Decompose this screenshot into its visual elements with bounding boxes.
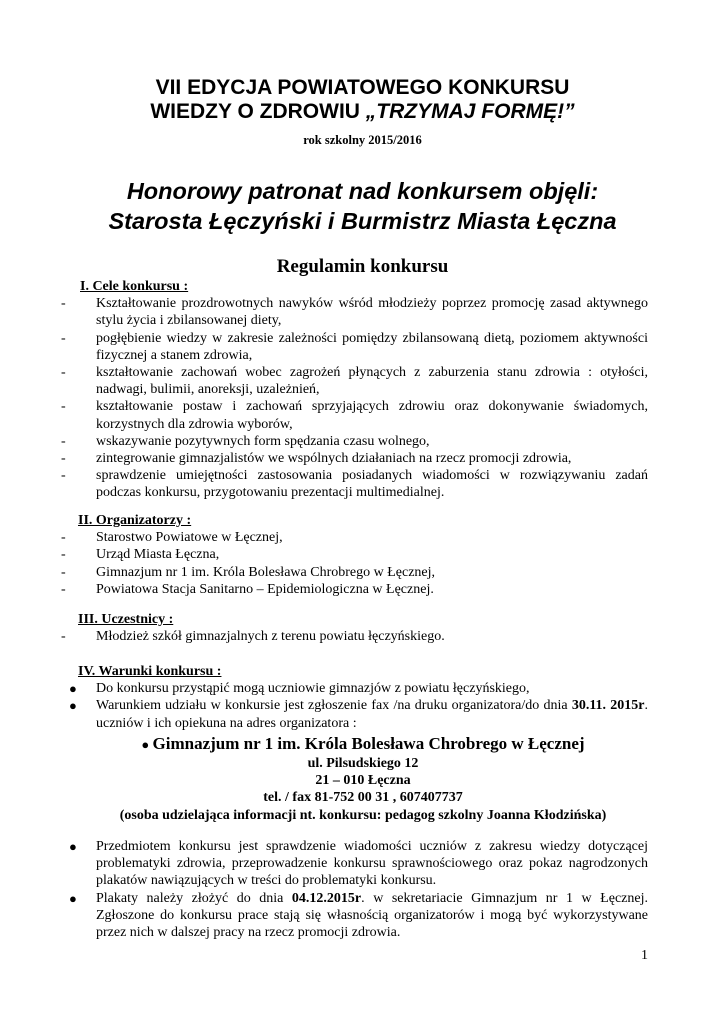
section-goals-heading: I. Cele konkursu : — [80, 279, 189, 294]
list-item: ● Przedmiotem konkursu jest sprawdzenie wiadomości uczniów z zakresu wiedzy dotyczącej problematyki zdrowia, przeprowadzenie konkursu sprawnościowego oraz pokaz nagrodzonych plakatów nawiązujących w treści do problematyki konkursu. — [69, 839, 648, 889]
list-item: - Powiatowa Stacja Sanitarno – Epidemiologiczna w Łęcznej. — [61, 581, 434, 597]
list-item: ● Plakaty należy złożyć do dnia 04.12.2015r. w sekretariacie Gimnazjum nr 1 w Łęcznej. Zgłoszone do konkursu prace stają się własnością organizatorów i mogą być wykorzystywane przez nich w dalszej pracy na rzecz promocji zdrowia. — [69, 890, 648, 941]
title-line-2-motto: „TRZYMAJ FORMĘ!” — [365, 100, 575, 123]
organizers-list — [61, 529, 648, 598]
conditions-list-continued — [69, 838, 648, 941]
list-item: - Kształtowanie prozdrowotnych nawyków wśród młodzieży poprzez promocję zasad aktywnego stylu życia i zbilansowanej diety, — [61, 296, 648, 329]
organizer-address — [78, 733, 648, 824]
title-line-2 — [0, 100, 725, 124]
address-city: 21 – 010 Łęczna — [315, 773, 411, 789]
page-number: 1 — [641, 948, 648, 963]
list-item: - Gimnazjum nr 1 im. Króla Bolesława Chrobrego w Łęcznej, — [61, 564, 436, 580]
section-organizers-heading: II. Organizatorzy : — [78, 513, 192, 528]
conditions-list — [69, 680, 648, 732]
list-item: ● Do konkursu przystąpić mogą uczniowie gimnazjów z powiatu łęczyńskiego, — [69, 681, 530, 697]
list-item: - kształtowanie postaw i zachowań sprzyjających zdrowiu oraz dokonywanie świadomych, korzystnych dla zdrowia wyborów, — [61, 399, 648, 432]
patronage-line-2: Starosta Łęczyński i Burmistrz Miasta Łęczna — [108, 208, 617, 234]
list-item: - Starostwo Powiatowe w Łęcznej, — [61, 530, 283, 546]
section-participants — [61, 611, 648, 645]
list-item: - Młodzież szkół gimnazjalnych z terenu powiatu łęczyńskiego. — [61, 629, 445, 645]
title-line-2-prefix: WIEDZY O ZDROWIU — [150, 100, 366, 123]
address-contact: (osoba udzielająca informacji nt. konkursu: pedagog szkolny Joanna Kłodzińska) — [119, 807, 607, 823]
bullet-icon: ● — [141, 737, 153, 752]
list-item: - kształtowanie zachowań wobec zagrożeń płynących z zaburzenia stanu zdrowia : otyłości, nadwagi, bulimii, anoreksji, uzależnień, — [61, 365, 648, 398]
participants-list — [61, 628, 648, 645]
list-item: - zintegrowanie gimnazjalistów we wspólnych działaniach na rzecz promocji zdrowia, — [61, 451, 572, 467]
patronage-line-1: Honorowy patronat nad konkursem objęli: — [126, 178, 599, 204]
school-year: rok szkolny 2015/2016 — [303, 133, 422, 147]
patronage — [0, 176, 725, 236]
document-title — [0, 76, 725, 124]
list-item: - pogłębienie wiedzy w zakresie zależności pomiędzy zbilansowaną dietą, poziomem aktywności fizycznej a stanem zdrowia, — [61, 330, 648, 363]
section-participants-heading: III. Uczestnicy : — [78, 612, 174, 627]
list-item: - sprawdzenie umiejętności zastosowania posiadanych wiadomości w rozwiązywaniu zadań podczas konkursu, przygotowaniu prezentacji multimedialnej. — [61, 468, 648, 501]
registration-deadline: 30.11. 2015r — [571, 698, 645, 714]
section-conditions-continued — [69, 838, 648, 941]
regulation-title: Regulamin konkursu — [276, 256, 449, 277]
goals-list — [61, 295, 648, 501]
poster-deadline: 04.12.2015r — [291, 890, 362, 906]
list-item: - Urząd Miasta Łęczna, — [61, 547, 220, 563]
address-school: ● Gimnazjum nr 1 im. Króla Bolesława Chrobrego w Łęcznej — [141, 734, 585, 753]
address-street: ul. Pilsudskiego 12 — [307, 756, 419, 771]
list-item: ● Warunkiem udziału w konkursie jest zgłoszenie fax /na druku organizatora/do dnia 30.11. 2015r. uczniów i ich opiekuna na adres organizatora : — [69, 698, 648, 731]
list-item: - wskazywanie pozytywnych form spędzania czasu wolnego, — [61, 433, 430, 449]
section-goals — [61, 278, 648, 502]
section-conditions-heading: IV. Warunki konkursu : — [78, 664, 222, 679]
section-conditions — [69, 663, 648, 732]
section-organizers — [61, 512, 648, 598]
title-line-1: VII EDYCJA POWIATOWEGO KONKURSU — [155, 76, 570, 99]
address-phone: tel. / fax 81-752 00 31 , 607407737 — [263, 790, 463, 806]
